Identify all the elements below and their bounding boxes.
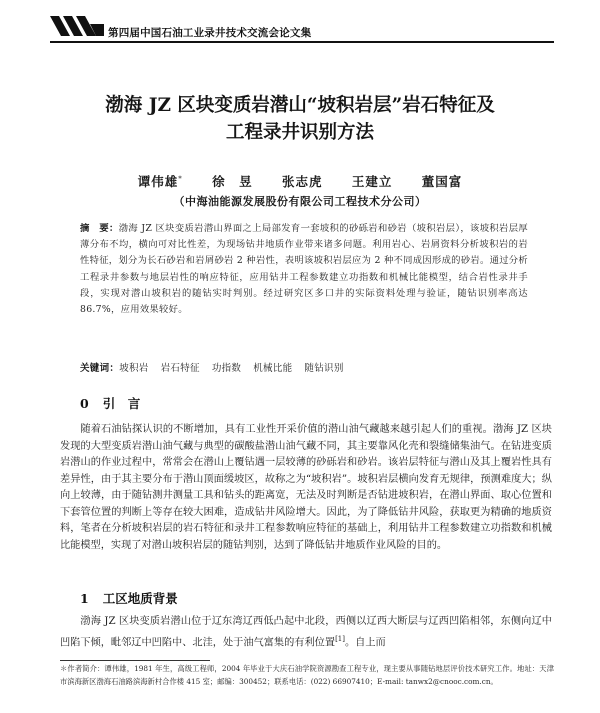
keyword-item: 岩石特征 — [160, 363, 200, 374]
citation-ref: [1] — [335, 634, 345, 643]
section-title: 引 言 — [102, 396, 141, 411]
section-heading-introduction — [80, 394, 140, 412]
footnote-rule — [60, 660, 210, 661]
geology-text-tail: 。自上而 — [344, 636, 386, 648]
author-footnote-mark: * — [178, 174, 183, 183]
author-footnote: ＊作者简介：谭伟雄，1981 年生，高级工程师，2004 年毕业于大庆石油学院资源勘查工程专业，现主要从事随钻地层评价技术研究工作。地址：天津市滨海新区渤海石油路滨海新村合作楼 415 室；邮编：300452；联系电话：(022) 66907410；E-mail: tanwx2@cnooc.com.cn。 — [60, 664, 554, 686]
geology-text: 渤海 JZ 区块变质岩潜山位于辽东湾辽西低凸起中北段，西侧以辽西大断层与辽西凹陷相邻，东侧向辽中凹陷下倾，毗邻辽中凹陷中、北洼，处于油气富集的有利位置 — [60, 616, 552, 648]
geology-paragraph — [60, 614, 552, 651]
author-5: 董国富 — [421, 174, 463, 189]
author-4: 王建立 — [351, 174, 393, 189]
section-number: 1 — [80, 591, 89, 606]
author-2: 徐 昱 — [212, 174, 253, 189]
keywords — [80, 361, 528, 377]
section-number: 0 — [80, 396, 89, 411]
introduction-paragraph: 随着石油钻探认识的不断增加，具有工业性开采价值的潜山油气藏越来越引起人们的重视。渤海 JZ 区块发现的大型变质岩潜山油气藏与典型的碳酸盐潜山油气藏不同，其主要靠风化壳和裂缝储集油气。在钻进变质岩潜山的作业过程中，常常会在潜山上覆钻遇一层较薄的砂砾岩和砂岩。该岩层特征与潜山及其上覆岩性具有差异性，由于其主要分布于潜山顶面缓坡区，故称之为“坡积岩”。坡积岩层横向发育无规律，预测难度大；纵向上较薄，由于随钻测井测量工具和钻头的距离宽，无法及时判断是否钻进坡积岩，在潜山界面、取心位置和下套管位置的判断上等存在较大困难，造成钻井风险增大。因此，为了降低钻井风险，获取更为精确的地质资料，笔者在分析坡积岩层的岩石特征和录井工程参数响应特征的基础上，利用钻井工程参数建立功指数和机械比能模型，实现了对潜山坡积岩层的随钻判别，达到了降低钻井地质作业风险的目的。 — [60, 424, 552, 551]
abstract-text: 渤海 JZ 区块变质岩潜山界面之上局部发育一套坡积的砂砾岩和砂岩（坡积岩层），该坡积岩层厚薄分布不均，横向可对比性差，为现场钻井地质作业带来诸多问题。利用岩心、岩屑资料分析坡积岩的岩性特征，划分为长石砂岩和岩屑砂岩 2 种岩性，表明该坡积岩层应为 2 种不同成因形成的砂岩。通过分析工程录井参数与地层岩性的响应特征，应用钻井工程参数建立功指数和机械比能模型，结合岩性录井手段，实现对潜山坡积岩的随钻实时判别。经过研究区多口井的实际资料处理与验证，随钻识别率高达 86.7%，应用效果较好。 — [80, 223, 529, 316]
affiliation: （中海油能源发展股份有限公司工程技术分公司） — [173, 195, 427, 208]
section-title: 工区地质背景 — [102, 591, 178, 606]
title-line-1: 渤海 JZ 区块变质岩潜山“坡积岩层”岩石特征及 — [105, 95, 495, 116]
author-1: 谭伟雄* — [137, 174, 183, 189]
journal-name: 第四届中国石油工业录井技术交流会论文集 — [108, 27, 312, 39]
abstract — [80, 221, 528, 318]
section-heading-geology — [80, 589, 178, 607]
header-rule — [50, 41, 554, 43]
keyword-item: 随钻识别 — [304, 363, 344, 374]
title-line-2: 工程录井识别方法 — [225, 122, 374, 143]
journal-logo-icon — [50, 14, 104, 38]
keyword-item: 坡积岩 — [119, 363, 149, 374]
article-title — [40, 92, 560, 146]
page-header — [0, 0, 600, 44]
author-list — [0, 172, 600, 190]
keyword-item: 机械比能 — [253, 363, 293, 374]
keywords-label: 关键词： — [80, 363, 120, 374]
keyword-item: 功指数 — [211, 363, 242, 374]
author-3: 张志虎 — [281, 174, 323, 189]
abstract-label: 摘 要： — [80, 223, 119, 234]
